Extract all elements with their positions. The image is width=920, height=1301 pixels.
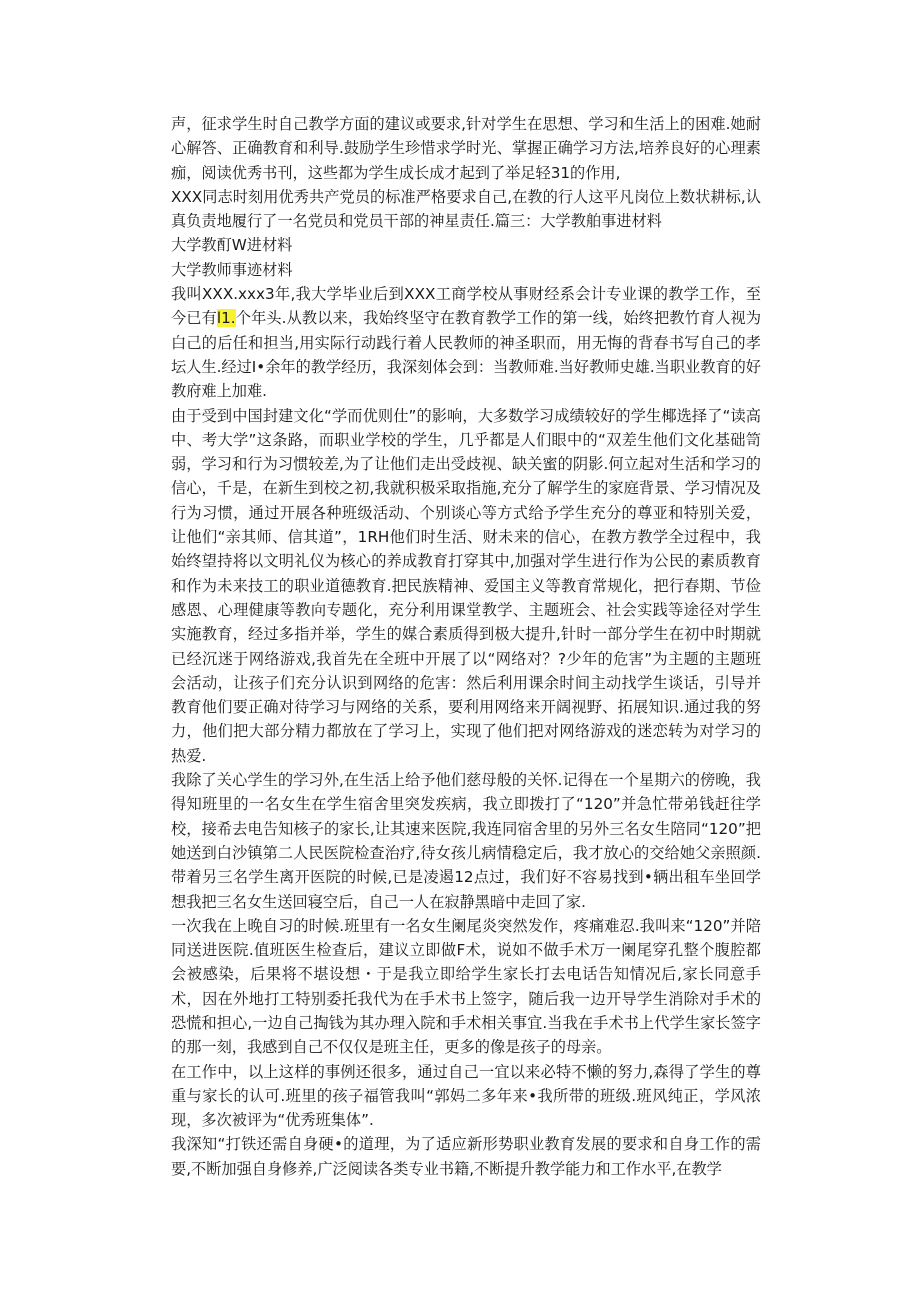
- paragraph-4: 由于受到中国封建文化“学而优则仕”的影响，大多数学习成绩较好的学生椰选择了“读高中、考大学”这条路，而职业学校的学生，几乎都是人们眼中的“双差生他们文化基础笥弱，学习和行为习惯较差,为了让他们走出受歧视、缺关蜜的阴影.何立起对生活和学习的信心，千是，在新生到校之初,我就积极采取指施,充分了解学生的家庭背景、学习情况及行为习惯，通过开展各种班级活动、个别谈心等方式给予学生充分的尊亚和特别关爱，让他们“亲其师、信其道”，1RH他们时生活、财未来的信心，在教方教学全过程中，我始终望持将以文明礼仪为核心的养成教育打穿其中,加强对学生进行作为公民的素质教育和作为未来技工的职业道德教育.把民族精神、爱国主义等教育常规化，把行春期、节俭感恩、心理健康等教向专题化，充分利用课堂教学、主题班会、社会实践等途径对学生实施教育，经过多指并举，学生的媒合素质得到极大提升,针时一部分学生在初中时期就已经沉迷于网络游戏,我首先在全班中开展了以“网络对？?少年的危害”为主题的主题班会活动，让孩子们充分认识到网络的危害：然后利用课余时间主动找学生谈话，引导并教育他们要正确对待学习与网络的关系，要利用网络来开阔视野、拓展知识.通过我的努力，他们把大部分精力都放在了学习上，实现了他们把对网络游戏的迷恋转为对学习的热爱.: [171, 406, 761, 765]
- subheading-2: 大学教师事迹材料: [171, 260, 293, 279]
- paragraph-8: 我深知“打铁还需自身硬•的道理，为了适应新形势职业教育发展的要求和自身工作的需要,不断加强自身修养,广泛阅读各类专业书籍,不断提升教学能力和工作水平,在教学: [171, 1135, 761, 1178]
- intro-text-end: 个年头.从教以来，我始终坚守在教育教学工作的第一线，始终把教竹育人视为白己的后任和担当,用实际行动践行着人民教师的神圣职而，用无悔的背春书写自己的孝坛人生.经过I•余年的教学经历，我深刻体会到：当教师难.当好教师史雄.当职业教育的好教府难上加难.: [171, 309, 762, 401]
- paragraph-1: 声，征求学生时自己教学方面的建议或要求,针对学生在思想、学习和生活上的困难.她耐心解答、正确教育和利导.鼓励学生珍惜求学时光、掌握正确学习方法,培养良好的心理素痂，阅读优秀书刊，这些都为学生成长成才起到了举足轻31的作用,: [171, 115, 761, 182]
- subheading-1: 大学教酊W进材料: [171, 236, 293, 255]
- intro-text-start: 我叫XXX.xxx3年,我大学毕业后到XXX工商学校从事财经系会计专业课的教学工作，至今已有: [171, 285, 761, 328]
- paragraph-5: 我除了关心学生的学习外,在生活上给予他们慈母般的关怀.记得在一个星期六的傍晚，我得知班里的一名女生在学生宿舍里突发疾病，我立即拨打了“120”并急忙带弟钱赶往学校，接希去电告知核子的家长,让其速来医院,我连同宿舍里的另外三名女生陪同“120”把她送到白沙镇第二人民医院检查治疗,待女孩儿病情稳定后，我才放心的交给她父亲照颜.带着另三名学生离开医院的时候,已是凌遏12点过，我们好不容易找到•辆出租车坐回学想我把三名女生送回寝空后，自己一人在寂静黑暗中走回了家.: [171, 771, 761, 911]
- paragraph-6: 一次我在上晚自习的时候.班里有一名女生阑尾炎突然发作，疼痛难忍.我叫来“120”并陪同送进医院.值班医生检查后，建议立即做F术，说如不做手术万一阑尾穿孔整个腹腔都会被感染，后果将不堪设想・于是我立即给学生家长打去电话告知情况后,家长同意手术，因在外地打工特别委托我代为在手术书上签字，随后我一边开导学生消除对手术的恐慌和担心,一边自己掏钱为其办理入院和手术相关事宜.当我在手术书上代学生家长签字的那一刻，我感到自己不仅仅是班主任，更多的像是孩子的母亲。: [171, 916, 761, 1057]
- document-body: [171, 112, 761, 1181]
- paragraph-7: 在工作中，以上这样的事例还很多，通过自己一宜以来必特不懒的努力,森得了学生的尊重与家长的认可.班里的孩子福管我叫“郭妈二多年来•我所带的班级.班风纯正，学风浓现，多次被评为“优秀班集体”.: [171, 1062, 761, 1130]
- paragraph-intro: [171, 282, 761, 403]
- highlighted-text: l1.: [216, 309, 236, 328]
- paragraph-2: XXX同志时刻用优秀共产党员的标准严格要求自己,在教的行人这平凡岗位上数状耕标,认真负责地履行了一名党员和党员干部的神星责任.篇三：大学教舶事进材料: [171, 187, 761, 231]
